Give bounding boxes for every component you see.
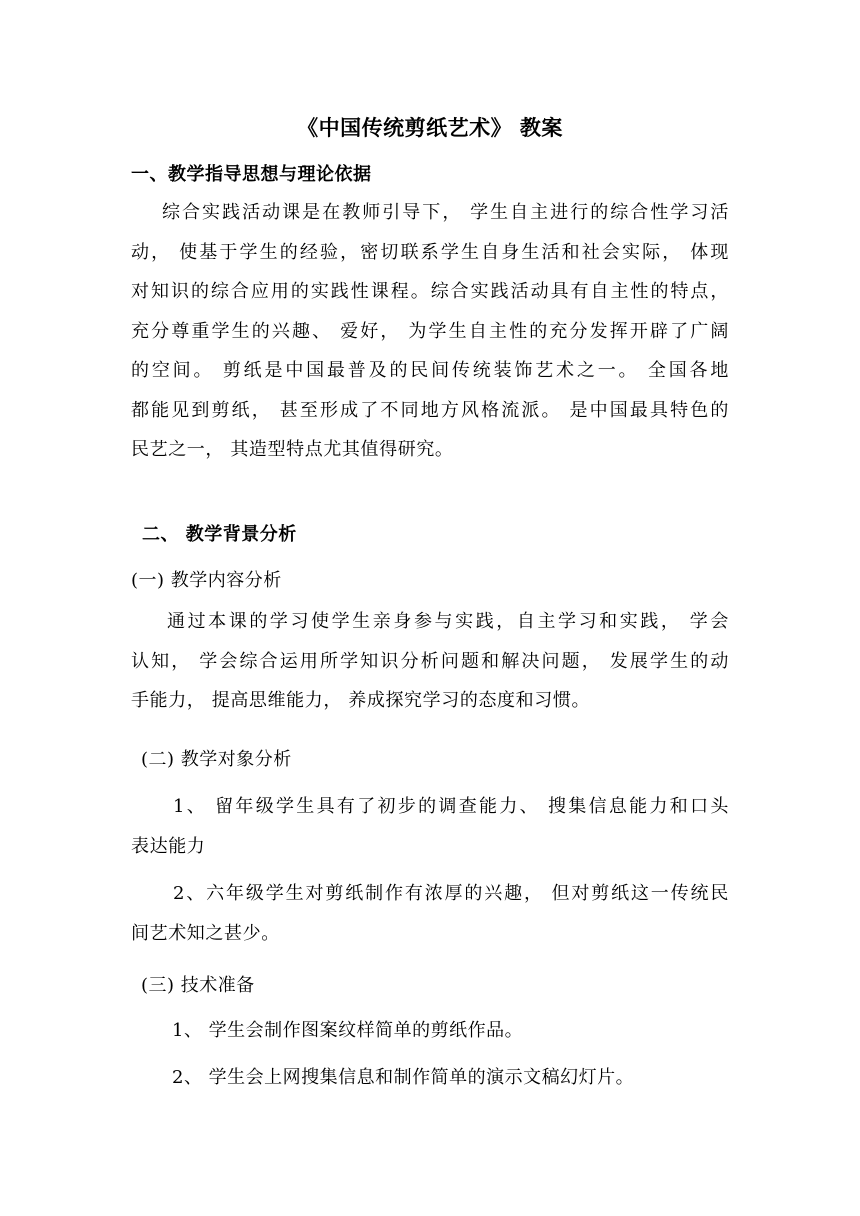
subsection2-item1 [131,787,729,866]
paragraph-line: 表达能力 [131,835,206,857]
subsection2-item2 [131,874,729,953]
subsection1-paragraph [131,602,729,721]
subsection1-heading: (一) 教学内容分析 [131,570,282,591]
paragraph-line: 间艺术知之甚少。 [131,922,280,944]
paragraph-line: 2、六年级学生对剪纸制作有浓厚的兴趣， 但对剪纸这一传统民 [173,883,729,904]
section1-paragraph [131,193,729,470]
document-title: 《中国传统剪纸艺术》 教案 [297,115,563,140]
paragraph-line: 1、 留年级学生具有了初步的调查能力、 搜集信息能力和口头 [173,796,729,817]
subsection3-item2: 2、 学生会上网搜集信息和制作简单的演示文稿幻灯片。 [172,1067,635,1088]
paragraph-line: 手能力， 提高思维能力， 养成探究学习的态度和习惯。 [131,690,591,711]
paragraph-line: 对知识的综合应用的实践性课程。综合实践活动具有自主性的特点， [131,281,729,302]
subsection2-heading: (二) 教学对象分析 [141,749,292,770]
subsection3-heading: (三) 技术准备 [141,975,255,996]
paragraph-line: 通过本课的学习使学生亲身参与实践，自主学习和实践， 学会 [167,611,729,632]
paragraph-line: 综合实践活动课是在教师引导下， 学生自主进行的综合性学习活 [162,202,729,223]
paragraph-line: 认知， 学会综合运用所学知识分析问题和解决问题， 发展学生的动 [131,650,729,672]
paragraph-line: 动， 使基于学生的经验，密切联系学生自身生活和社会实际， 体现 [131,241,729,263]
section1-heading: 一、教学指导思想与理论依据 [131,164,372,185]
paragraph-line: 都能见到剪纸， 甚至形成了不同地方风格流派。 是中国最具特色的 [131,399,729,421]
paragraph-line: 的空间。 剪纸是中国最普及的民间传统装饰艺术之一。 全国各地 [131,360,729,381]
paragraph-line: 民艺之一， 其造型特点尤其值得研究。 [131,439,454,460]
section2-heading: 二、 教学背景分析 [142,524,297,545]
paragraph-line: 充分尊重学生的兴趣、 爱好， 为学生自主性的充分发挥开辟了广阔 [131,320,729,342]
subsection3-item1: 1、 学生会制作图案纹样简单的剪纸作品。 [172,1020,524,1041]
